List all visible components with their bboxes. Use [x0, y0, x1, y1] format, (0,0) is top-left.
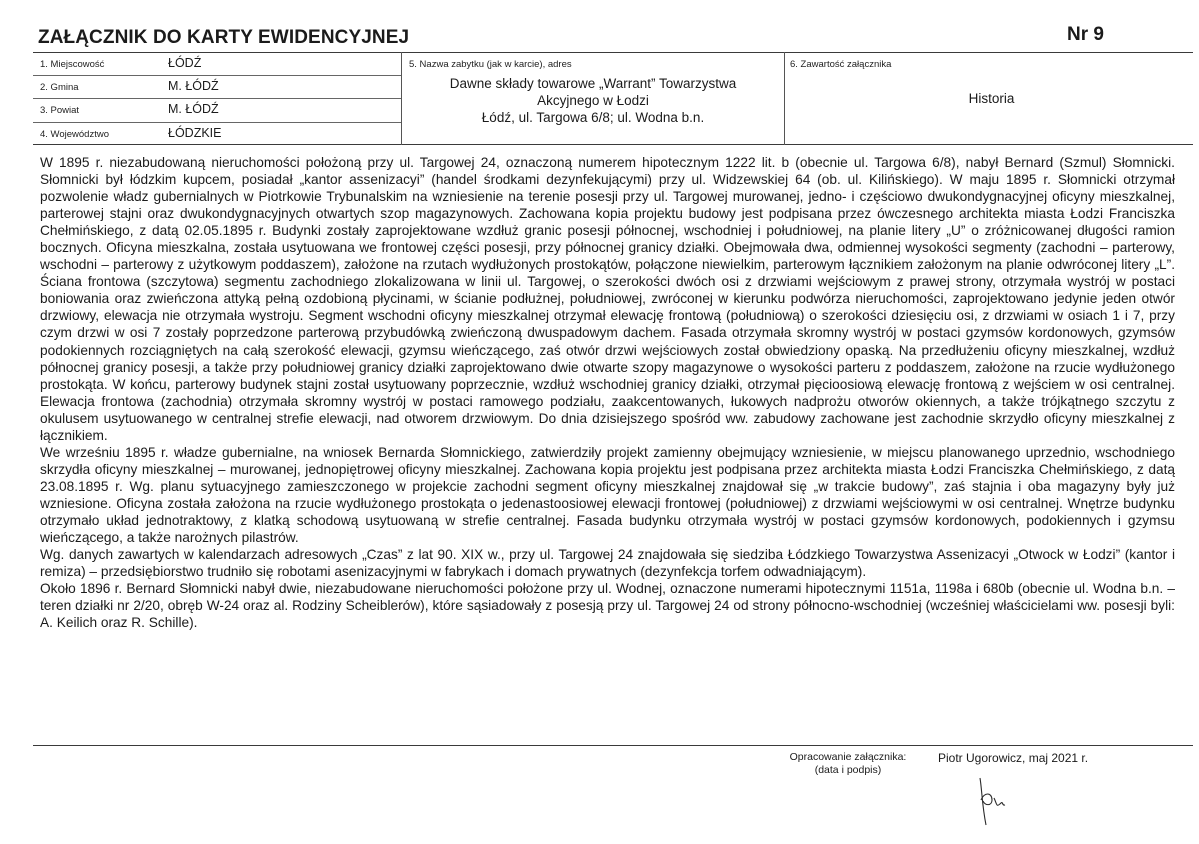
body-text	[40, 154, 1175, 631]
field-value-commune: M. ŁÓDŹ	[168, 79, 219, 93]
row-divider	[33, 75, 401, 76]
paragraph: Około 1896 r. Bernard Słomnicki nabył dwie, niezabudowane nieruchomości położone przy ul. Wodnej, oznaczone numerami hipotecznymi 1151a, 1198a i 680b (obecnie ul. Wodna b.n. – teren działki nr 2/20, obręb W-24 oraz al. Rodziny Scheiblerów), które sąsiadowały z posesją przy ul. Targowej 24 od strony północno-wschodniej (wcześniej właścicielami ww. posesji byli: A. Keilich oraz R. Schille).	[40, 581, 1175, 631]
field-label-voivodeship: 4. Województwo	[40, 129, 109, 140]
prepared-by-label	[778, 751, 918, 777]
monument-line: Akcyjnego w Łodzi	[537, 93, 649, 108]
field-label-locality: 1. Miejscowość	[40, 59, 105, 70]
document-title: ZAŁĄCZNIK DO KARTY EWIDENCYJNEJ	[38, 27, 410, 48]
row-divider	[33, 98, 401, 99]
monument-line: Łódź, ul. Targowa 6/8; ul. Wodna b.n.	[481, 110, 705, 125]
monument-label: 5. Nazwa zabytku (jak w karcie), adres	[409, 59, 572, 70]
monument-line: Dawne składy towarowe „Warrant” Towarzystwa	[449, 76, 737, 91]
attachment-number: Nr 9	[1067, 24, 1104, 45]
paragraph: We wrześniu 1895 r. władze gubernialne, na wniosek Bernarda Słomnickiego, zatwierdziły projekt zamienny obejmujący wzniesienie, w miejscu planowanego uprzednio, wschodniego skrzydła oficyny mieszkalnej – murowanej, jednopiętrowej oficyny mieszkalnej. Zachowana kopia projektu jest podpisana przez architekta miasta Łodzi Franciszka Chełmińskiego, z datą 23.08.1895 r. Wg. planu sytuacyjnego zamieszczonego w projekcie zachodni segment oficyny mieszkalnej znajdował się „w trakcie budowy”, zaś stajnia i oba magazyny były już wzniesione. Oficyna została założona na rzucie wydłużonego prostokąta o jedenastoosiowej elewacji frontowej (południowej) z drzwiami wejściowymi w osi centralnej. Wnętrze budynku otrzymało układ jednotraktowy, z klatką schodową usytuowaną w strefie centralnej. Fasada budynku otrzymała wystrój w postaci gzymsów kordonowych, podokiennych i gzymsu wieńczącego, a także narożnych pilastrów.	[40, 444, 1175, 546]
contents-label: 6. Zawartość załącznika	[790, 59, 892, 70]
monument-name-address	[403, 75, 783, 126]
row-divider	[33, 122, 401, 123]
column-divider	[401, 52, 402, 145]
field-value-voivodeship: ŁÓDZKIE	[168, 126, 222, 140]
paragraph: Wg. danych zawartych w kalendarzach adresowych „Czas” z lat 90. XIX w., przy ul. Targowej 24 znajdowała się siedziba Łódzkiego Towarzystwa Assenizacyi „Otwock w Łodzi” (kantor i remiza) – przedsiębiorstwo trudniło się robotami asenizacyjnymi w fabrykach i domach prywatnych (dezynfekcja torfem odwadniającym).	[40, 547, 1175, 580]
column-divider	[784, 52, 785, 145]
prepared-label-text: Opracowanie załącznika:	[789, 751, 907, 763]
field-value-county: M. ŁÓDŹ	[168, 102, 219, 116]
field-label-county: 3. Powiat	[40, 105, 80, 116]
prepared-sub-text: (data i podpis)	[814, 764, 882, 776]
paragraph: W 1895 r. niezabudowaną nieruchomości położoną przy ul. Targowej 24, oznaczoną numerem hipotecznym 1222 lit. b (obecnie ul. Targowa 6/8), nabył Bernard (Szmul) Słomnicki. Słomnicki był łódzkim kupcem, posiadał „kantor assenizacyi” (handel środkami dezynfekującymi) przy ul. Widzewskiej 64 (ob. ul. Kilińskiego). W maju 1895 r. Słomnicki otrzymał pozwolenie władz gubernialnych w Piotrkowie Trybunalskim na wzniesienie na terenie posesji przy ul. Targowej murowanej, jedno- i częściowo dwukondygnacyjnej oficyny mieszkalnej, parterowej stajni oraz dwukondygnacyjnych otwartych szop magazynowych. Zachowana kopia projektu budowy jest podpisana przez ówczesnego architekta miasta Łodzi Franciszka Chełmińskiego, z datą 02.05.1895 r. Budynki zostały zaprojektowane wzdłuż granic posesji północnej, wschodniej i południowej, na planie litery „U” o zróżnicowanej długości ramion bocznych. Oficyna mieszkalna, została usytuowana we frontowej części posesji, przy północnej granicy działki. Obejmowała dwa, odmiennej wysokości segmenty (zachodni – parterowy, wschodni – parterowy z użytkowym poddaszem), założone na rzutach wydłużonych prostokątów, połączone niewielkim, parterowym łącznikiem założonym na planie odwróconej litery „L”. Ściana frontowa (szczytowa) segmentu zachodniego zlokalizowana w linii ul. Targowej, o szerokości dwóch osi z drzwiami wejściowym z prawej strony, otrzymała wystrój w postaci boniowania oraz zwieńczona attyką pełną ozdobioną płycinami, w ścianie podłużnej, południowej, zwróconej w kierunku podwórza nieruchomości, zaprojektowano jedynie jeden otwór drzwiowy, elewacja nie otrzymała wystroju. Segment wschodni oficyny mieszkalnej otrzymał elewację frontową (południową) o szerokości dziesięciu osi, z drzwiami w osiach 1 i 7, przy czym drzwi w osi 7 zostały poprzedzone parterową przybudówką zwieńczoną dwuspadowym dachem. Fasada otrzymała skromny wystrój w postaci gzymsów kordonowych, gzymsów podokiennych rozciągniętych na całą szerokość elewacji, gzymsu wieńczącego, zaś otwór drzwi wejściowych został obwiedziony opaską. Na przedłużeniu oficyny mieszkalnej, wzdłuż północnej granicy posesji, a także przy południowej granicy działki zaprojektowano dwie otwarte szopy magazynowe o wysokości parteru z poddaszem, założone na rzucie wydłużonego prostokąta. W końcu, parterowy budynek stajni został usytuowany poprzecznie, wzdłuż wschodniej granicy działki, otrzymał pięcioosiową elewację frontową z wejściem w osi centralnej. Elewacja frontowa (zachodnia) otrzymała skromny wystrój w postaci ramowego podziału, zaakcentowanych, łukowych nadprożu otworów okiennych, a także trójkątnego szczytu z okulusem usytuowanego w centralnej strefie elewacji, nad otworem drzwiowym. Do dnia dzisiejszego spośród ww. zabudowy zachowane jest zachodnie skrzydło oficyny mieszkalnej z łącznikiem.	[40, 155, 1175, 443]
handwritten-signature	[972, 770, 1012, 830]
author-name: Piotr Ugorowicz, maj 2021 r.	[938, 751, 1089, 765]
field-label-commune: 2. Gmina	[40, 82, 79, 93]
contents-value: Historia	[968, 91, 1015, 106]
field-value-locality: ŁÓDŹ	[168, 56, 202, 70]
bottom-divider	[33, 745, 1193, 746]
